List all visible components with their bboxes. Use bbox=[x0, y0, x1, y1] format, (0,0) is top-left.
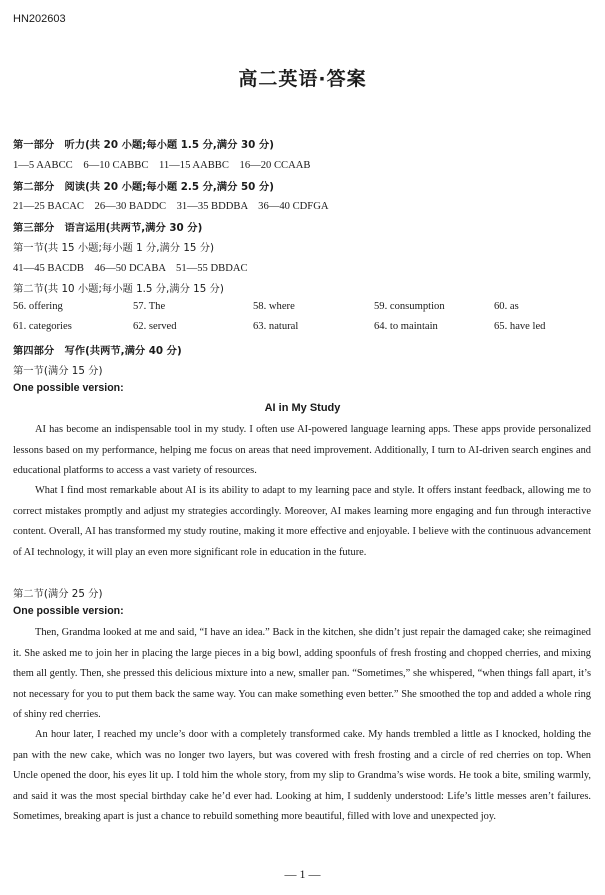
cloze-answer: 59. consumption bbox=[374, 301, 445, 312]
cloze-answer: 63. natural bbox=[253, 321, 299, 332]
part3-heading: 第三部分 语言运用(共两节,满分 30 分) bbox=[13, 222, 203, 234]
essay-paragraph: What I find most remarkable about AI is its ability to adapt to my learning pace and style. It offers instant feedback, allowing me to correct mistakes promptly and adjust my strategies accordingly. Moreover, AI makes learning more engaging and fun through interactive content. Overall, AI has transformed my study routine, making it more effective and enjoyable. I believe with the continuous advancement of AI technology, it will play an even more significant role in education in the future. bbox=[13, 485, 591, 558]
part4-section1-heading: 第一节(满分 15 分) bbox=[13, 365, 103, 377]
part4-section2-heading: 第二节(满分 25 分) bbox=[13, 588, 103, 600]
cloze-answer: 57. The bbox=[133, 301, 166, 312]
document-code: HN202603 bbox=[13, 13, 66, 25]
version-label: One possible version: bbox=[13, 605, 124, 617]
part4-heading: 第四部分 写作(共两节,满分 40 分) bbox=[13, 345, 182, 357]
cloze-answer: 60. as bbox=[494, 301, 519, 312]
part2-heading: 第二部分 阅读(共 20 小题;每小题 2.5 分,满分 50 分) bbox=[13, 181, 274, 193]
page-title: 高二英语·答案 bbox=[238, 68, 367, 90]
cloze-answer: 64. to maintain bbox=[374, 321, 438, 332]
part1-heading: 第一部分 听力(共 20 小题;每小题 1.5 分,满分 30 分) bbox=[13, 139, 274, 151]
cloze-answers-row bbox=[13, 301, 593, 316]
part3-section1-heading: 第一节(共 15 小题;每小题 1 分,满分 15 分) bbox=[13, 242, 215, 254]
part3-section2-heading: 第二节(共 10 小题;每小题 1.5 分,满分 15 分) bbox=[13, 283, 224, 295]
cloze-answer: 62. served bbox=[133, 321, 177, 332]
story-paragraph: Then, Grandma looked at me and said, “I have an idea.” Back in the kitchen, she didn’t just repair the damaged cake; she reimagined it. She asked me to join her in placing the large pieces in a big bowl, adding spoonfuls of fresh frosting and chopped cherries, and mixing them all gently. Then, she pressed this delicious mixture into a new, smaller pan. “Sometimes,” she whispered, “when things fall apart, it’s not necessary for you to put them back the same way. You can make something even better.” She smoothed the top and added a whole ring of shiny red cherries. bbox=[13, 627, 591, 720]
essay-title: AI in My Study bbox=[264, 402, 341, 414]
page-number: — 1 — bbox=[284, 867, 321, 881]
cloze-answer: 58. where bbox=[253, 301, 295, 312]
cloze-answer: 61. categories bbox=[13, 321, 72, 332]
version-label: One possible version: bbox=[13, 382, 124, 394]
part2-answers: 21—25 BACAC 26—30 BADDC 31—35 BDDBA 36—40 CDFGA bbox=[13, 201, 329, 212]
cloze-answers-row bbox=[13, 321, 593, 336]
essay-paragraph: AI has become an indispensable tool in my study. I often use AI-powered language learning apps. These apps provide personalized lessons based on my performance, helping me focus on areas that need improvement. Additionally, I turn to AI-driven search engines and educational platforms to access a vast variety of resources. bbox=[13, 424, 591, 476]
story-paragraph: An hour later, I reached my uncle’s door with a completely transformed cake. My hands trembled a little as I knocked, holding the pan with the new cake, which was no longer two layers, but was covered with fresh frosting and a circle of red cherries on top. When Uncle opened the door, his eyes lit up. I told him the whole story, from my slip to Grandma’s wise words. He took a bite, smiling warmly, and said it was the most special birthday cake he’d ever had. Looking at him, I suddenly understood: Life’s little messes aren’t failures. Sometimes, breaking apart is just a chance to rebuild something more beautiful, filled with love and unexpected joy. bbox=[13, 729, 591, 822]
cloze-answer: 56. offering bbox=[13, 301, 63, 312]
part3-section1-answers: 41—45 BACDB 46—50 DCABA 51—55 DBDAC bbox=[13, 263, 248, 274]
part1-answers: 1—5 AABCC 6—10 CABBC 11—15 AABBC 16—20 CCAAB bbox=[13, 160, 311, 171]
cloze-answer: 65. have led bbox=[494, 321, 546, 332]
